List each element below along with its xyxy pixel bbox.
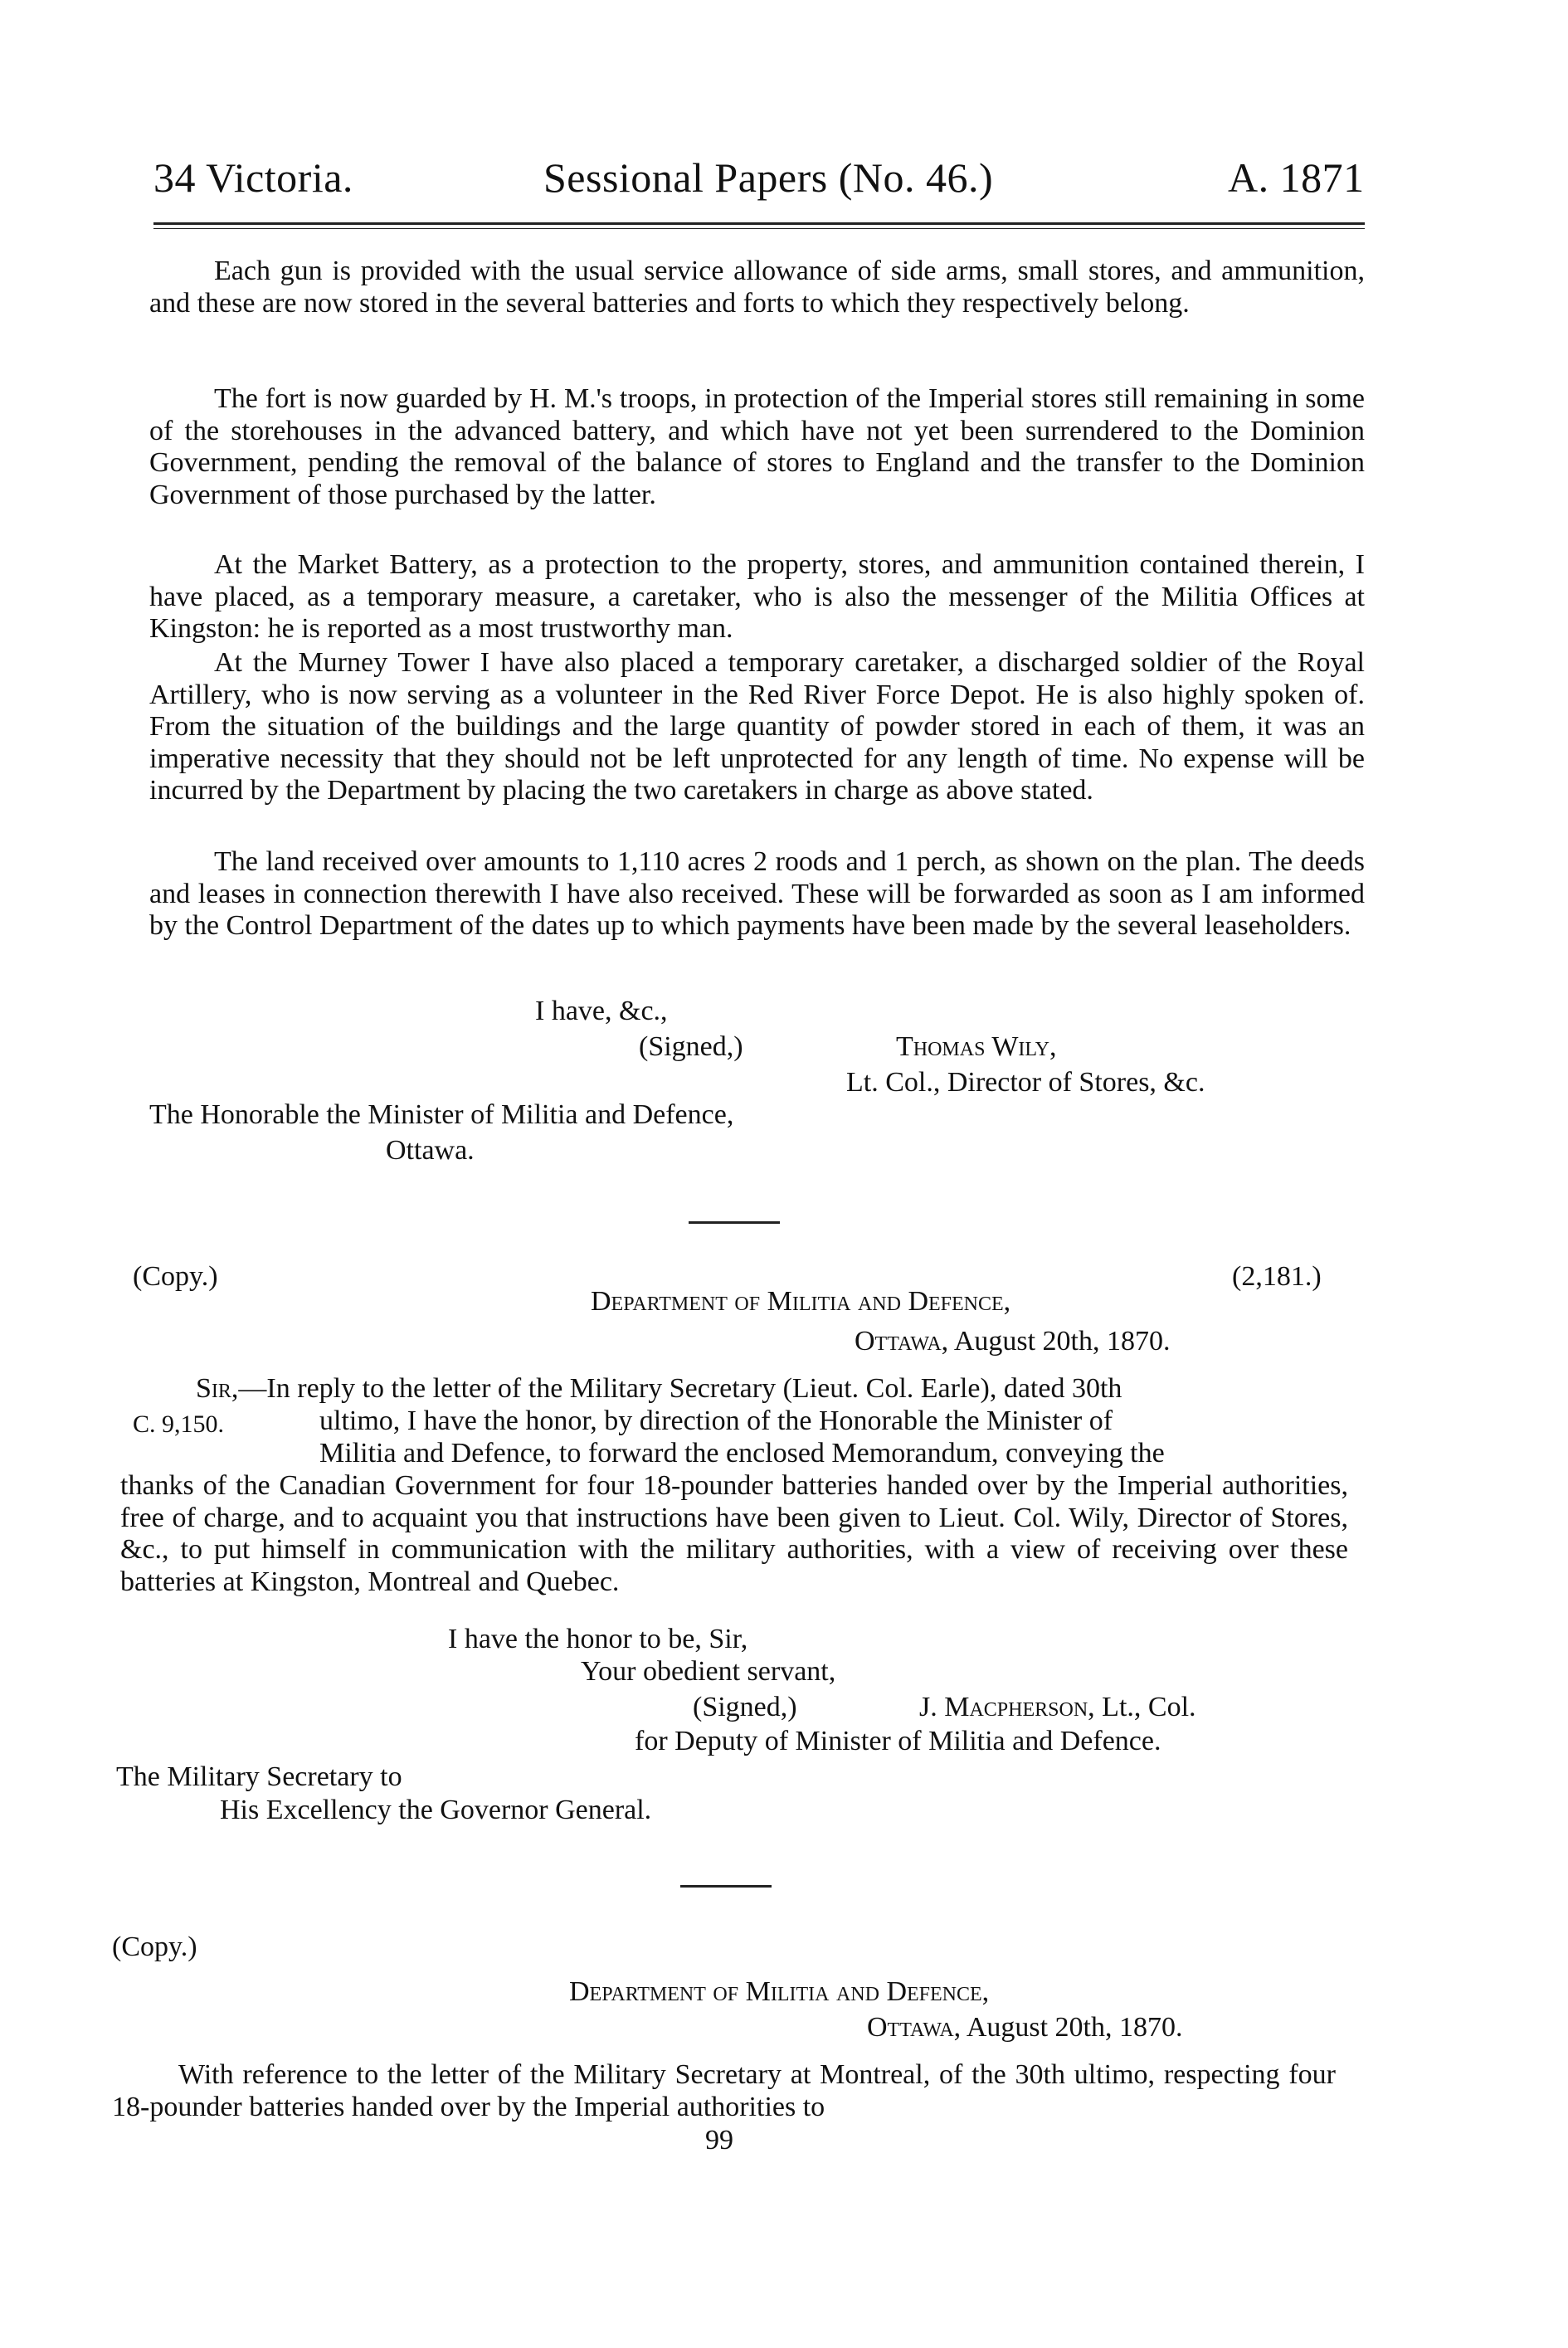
closing: Your obedient servant,	[581, 1656, 836, 1687]
signer-title: Lt. Col., Director of Stores, &c.	[846, 1067, 1205, 1098]
signer-for: for Deputy of Minister of Militia and Defence.	[635, 1726, 1161, 1756]
margin-reference: C. 9,150.	[133, 1410, 225, 1438]
header-rule	[153, 222, 1365, 225]
paragraph: With reference to the letter of the Military Secretary at Montreal, of the 30th ultimo, respecting four 18-pounder batteries handed over by the Imperial authorities to	[112, 2059, 1336, 2122]
paragraph: The land received over amounts to 1,110 acres 2 roods and 1 perch, as shown on the plan. The deeds and leases in connection therewith I have also received. These will be forwarded as soon as I am informed by the Control Department of the dates up to which payments have been made by the several leaseholders.	[149, 846, 1365, 941]
header-left: 34 Victoria.	[153, 154, 353, 201]
date: August 20th, 1870.	[966, 2012, 1183, 2043]
signed-label: (Signed,)	[693, 1692, 797, 1722]
signer-rank: Lt., Col.	[1102, 1692, 1196, 1722]
signed-label: (Signed,)	[639, 1031, 743, 1062]
copy-label: (Copy.)	[133, 1261, 218, 1292]
header-right: A. 1871	[1228, 154, 1365, 201]
signer-line	[919, 1692, 1196, 1723]
body-indent-line: ultimo, I have the honor, by direction of the Honorable the Minister of	[319, 1405, 1113, 1436]
header-rule-thin	[153, 228, 1365, 229]
closing: I have, &c.,	[535, 996, 668, 1026]
salutation-line	[196, 1373, 1122, 1405]
date: August 20th, 1870.	[953, 1326, 1171, 1357]
addressee: His Excellency the Governor General.	[220, 1795, 652, 1825]
salutation: Sir,	[196, 1373, 239, 1404]
place-date	[855, 1326, 1171, 1357]
paragraph: Each gun is provided with the usual service allowance of side arms, small stores, and ammunition, and these are now stored in the several batteries and forts to which they respectively belong.	[149, 256, 1365, 319]
paragraph: At the Murney Tower I have also placed a temporary caretaker, a discharged soldier of the Royal Artillery, who is now serving as a volunteer in the Red River Force Depot. He is also highly spoken of. From the situation of the buildings and the large quantity of powder stored in each of them, it was an imperative necessity that they should not be left unprotected for any length of time. No expense will be incurred by the Department by placing the two caretakers in charge as above stated.	[149, 647, 1365, 806]
addressee: The Military Secretary to	[116, 1761, 402, 1792]
section-divider	[680, 1885, 772, 1888]
paragraph: The fort is now guarded by H. M.'s troops, in protection of the Imperial stores still remaining in some of the storehouses in the advanced battery, and which have not yet been surrendered to the Dominion Government, pending the removal of the balance of stores to England and the transfer to the Dominion Government of those purchased by the latter.	[149, 383, 1365, 510]
paragraph: At the Market Battery, as a protection to the property, stores, and ammunition contained therein, I have placed, as a temporary measure, a caretaker, who is also the messenger of the Militia Offices at Kingston: he is reported as a most trustworthy man.	[149, 549, 1365, 644]
body-indent-line: Militia and Defence, to forward the enclosed Memorandum, conveying the	[319, 1438, 1165, 1469]
signer-name: Thomas Wily,	[896, 1031, 1057, 1062]
place: Ottawa,	[855, 1326, 949, 1357]
closing: I have the honor to be, Sir,	[448, 1624, 748, 1654]
header-center: Sessional Papers (No. 46.)	[543, 154, 994, 201]
place: Ottawa,	[867, 2012, 962, 2043]
addressee: The Honorable the Minister of Militia and Defence,	[149, 1099, 734, 1130]
copy-label: (Copy.)	[112, 1931, 197, 1962]
section-divider	[689, 1221, 780, 1224]
department-heading: Department of Militia and Defence,	[569, 1976, 990, 2007]
signer-name: J. Macpherson,	[919, 1692, 1095, 1722]
page-number: 99	[705, 2125, 733, 2156]
body-first-line: —In reply to the letter of the Military Secretary (Lieut. Col. Earle), dated 30th	[238, 1373, 1122, 1404]
document-number: (2,181.)	[1232, 1261, 1322, 1292]
department-heading: Department of Militia and Defence,	[591, 1286, 1011, 1317]
place-date	[867, 2012, 1183, 2044]
paragraph: thanks of the Canadian Government for four 18-pounder batteries handed over by the Imperial authorities, free of charge, and to acquaint you that instructions have been given to Lieut. Col. Wily, Director of Stores, &c., to put himself in communication with the military authorities, with a view of receiving over these batteries at Kingston, Montreal and Quebec.	[120, 1470, 1348, 1597]
addressee-city: Ottawa.	[386, 1135, 475, 1166]
